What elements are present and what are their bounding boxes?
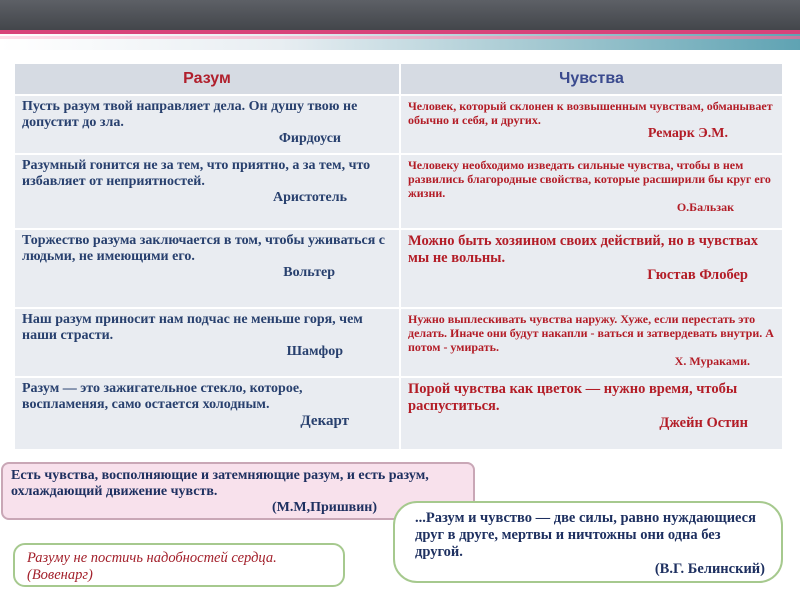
reason-cell [14,308,400,377]
table-row [14,377,783,450]
prishvin-author: (М.М,Пришвин) [271,500,377,515]
table-row [14,154,783,229]
vovenarg-quote-box [13,543,345,587]
feelings-quote: Порой чувства как цветок — нужно время, чтобы распуститься. [408,380,738,414]
table-header-row [14,63,783,95]
prishvin-quote: Есть чувства, восполняющие и затемняющие разум, и есть разум, охлаждающий движение чувств. [11,468,429,499]
feelings-cell [400,308,783,377]
feelings-author: Х. Мураками. [674,354,750,369]
feelings-quote: Человеку необходимо изведать сильные чувства, чтобы в нем развились благородные свойства, которые расширили бы круг его жизни. [408,157,771,200]
reason-cell [14,95,400,153]
table-row [14,308,783,377]
feelings-author: Ремарк Э.М. [647,126,728,142]
feelings-author: Гюстав Флобер [647,266,748,283]
table-row [14,95,783,153]
reason-quote: Наш разум приносит нам подчас не меньше горя, чем наши страсти. [22,312,363,344]
belinsky-author: (В.Г. Белинский) [654,561,765,577]
header-reason: Разум [14,63,400,95]
belinsky-quote: ...Разум и чувство — две силы, равно нуждающиеся друг в друге, мертвы и ничтожны они одна без другой. [415,510,756,560]
reason-author: Фирдоуси [278,131,341,147]
feelings-cell [400,229,783,308]
top-banner [0,0,800,30]
feelings-author: О.Бальзак [676,199,734,214]
reason-author: Шамфор [286,344,343,360]
belinsky-quote-box [393,501,783,583]
reason-author: Декарт [300,412,349,429]
reason-author: Вольтер [283,264,335,280]
top-divider [0,50,800,52]
feelings-quote: Человек, который склонен к возвышенным чувствам, обманывает обычно и себя, и других. [408,99,773,128]
feelings-cell [400,377,783,450]
reason-cell [14,377,400,450]
vovenarg-quote: Разуму не постичь надобностей сердца. (Вовенарг) [27,550,277,583]
feelings-cell [400,154,783,229]
feelings-author: Джейн Остин [659,414,748,431]
feelings-cell [400,95,783,153]
reason-quote: Разумный гонится не за тем, что приятно, а за тем, что избавляет от неприятностей. [22,157,371,189]
reason-cell [14,229,400,308]
feelings-quote: Нужно выплескивать чувства наружу. Хуже, если перестать это делать. Иначе они будут накапли - ваться и затвердевать внутри. А потом - умирать. [408,312,774,355]
reason-quote: Пусть разум твой направляет дела. Он душу твою не допустит до зла. [22,99,358,131]
reason-quote: Разум — это зажигательное стекло, которое, воспламеняя, само остается холодным. [22,380,303,412]
header-feelings: Чувства [400,63,783,95]
reason-cell [14,154,400,229]
table-row [14,229,783,308]
top-accent-stripe [0,36,800,39]
feelings-quote: Можно быть хозяином своих действий, но в чувствах мы не вольны. [408,232,759,266]
reason-quote: Торжество разума заключается в том, чтобы уживаться с людьми, не имеющими его. [22,232,385,264]
reason-author: Аристотель [272,189,347,205]
quotes-table [13,62,784,451]
